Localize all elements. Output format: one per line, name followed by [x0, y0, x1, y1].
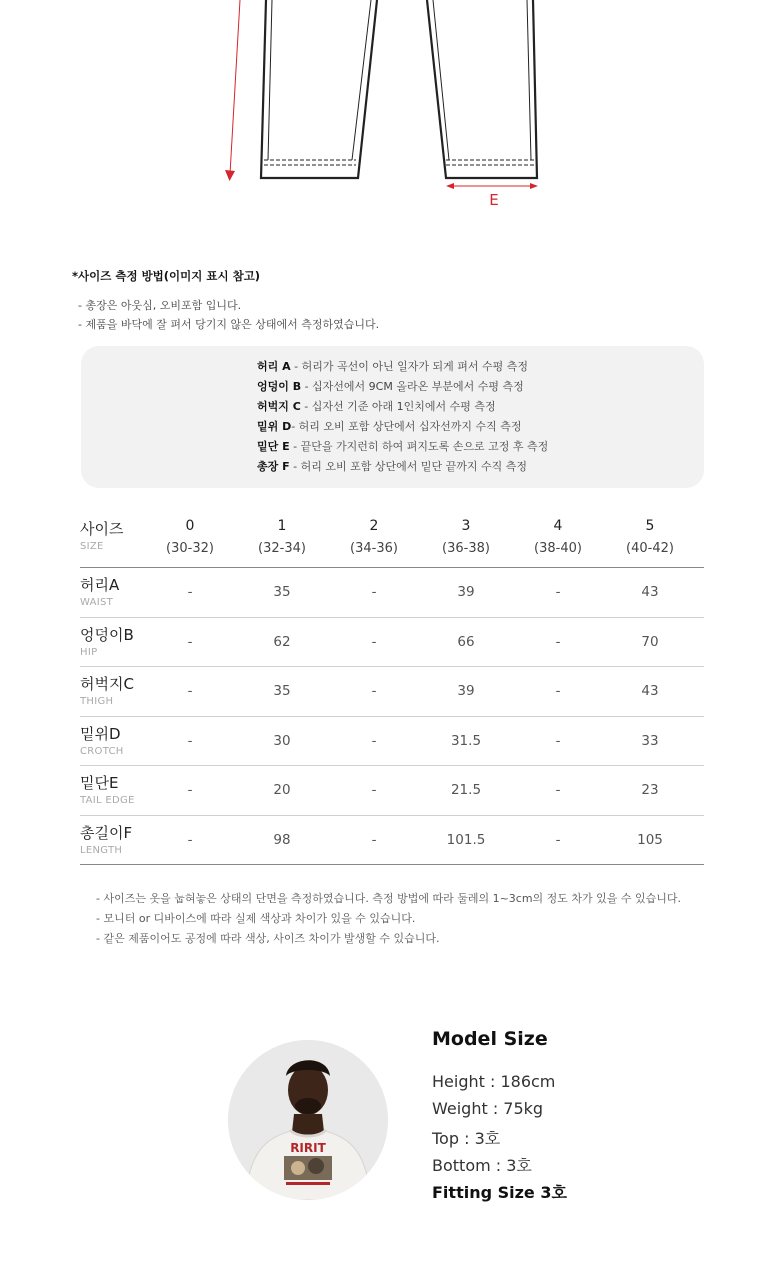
table-cell: 21.5	[450, 782, 482, 798]
table-cell: -	[371, 633, 377, 650]
size-header-en: SIZE	[80, 541, 104, 552]
model-weight: Weight : 75kg	[432, 1099, 544, 1118]
table-cell: 35	[273, 683, 291, 699]
method-name: 총장 F	[257, 460, 290, 473]
table-cell: 30	[273, 732, 291, 749]
table-cell: -	[555, 584, 561, 600]
table-cell: -	[555, 831, 561, 848]
table-cell: 33	[641, 732, 659, 749]
length-arrow-line	[230, 0, 240, 174]
table-cell: 98	[273, 831, 291, 848]
model-size-title: Model Size	[432, 1028, 548, 1050]
size-number: 1	[277, 518, 287, 534]
method-line	[257, 458, 527, 474]
method-desc: - 십자선 기준 아래 1인치에서 수평 측정	[300, 400, 496, 413]
size-column-header	[236, 512, 328, 567]
size-range: (32-34)	[258, 541, 306, 556]
method-line	[257, 398, 496, 414]
size-note: - 같은 제품이어도 공정에 따라 색상, 사이즈 차이가 발생할 수 있습니다.	[96, 932, 440, 945]
model-bottom-size: Bottom : 3호	[432, 1156, 532, 1175]
size-number: 5	[645, 518, 655, 534]
table-cell: 101.5	[446, 831, 486, 848]
row-label	[80, 568, 144, 617]
size-column-header	[512, 512, 604, 567]
model-avatar	[228, 1040, 388, 1200]
size-header-ko: 사이즈	[80, 520, 124, 538]
size-number: 4	[553, 518, 563, 534]
row-label-ko: 허벅지C	[80, 675, 134, 693]
table-cell: 43	[641, 584, 659, 600]
row-label-ko: 허리A	[80, 576, 120, 594]
size-column-header	[328, 512, 420, 567]
size-number: 3	[461, 518, 471, 534]
method-line	[257, 358, 528, 374]
hem-arrow-right-head	[530, 183, 538, 189]
row-label-en: TAIL EDGE	[80, 795, 135, 806]
table-cell: -	[187, 732, 193, 749]
table-cell: 35	[273, 584, 291, 600]
method-desc: - 허리가 곡선이 아닌 일자가 되게 펴서 수평 측정	[290, 360, 528, 373]
method-desc: - 끝단을 가지런히 하여 펴지도록 손으로 고정 후 측정	[289, 440, 549, 453]
table-cell: -	[187, 584, 193, 600]
table-cell: -	[555, 732, 561, 749]
table-cell: -	[555, 683, 561, 699]
row-label	[80, 618, 144, 667]
table-cell: -	[371, 683, 377, 699]
row-label	[80, 667, 144, 716]
row-label	[80, 766, 144, 815]
table-cell: 43	[641, 683, 659, 699]
row-label-en: THIGH	[80, 696, 114, 707]
size-number: 2	[369, 518, 379, 534]
method-line	[257, 378, 524, 394]
table-cell: 31.5	[450, 732, 482, 749]
model-photo	[228, 1040, 388, 1200]
table-cell: -	[187, 831, 193, 848]
right-leg-outline	[427, 0, 537, 178]
table-row-length	[80, 816, 704, 866]
row-label-en: LENGTH	[80, 844, 123, 856]
size-range: (36-38)	[442, 541, 490, 556]
size-table-header	[80, 512, 704, 568]
pants-measurement-diagram	[0, 0, 780, 220]
measure-guide-title: *사이즈 측정 방법(이미지 표시 참고)	[72, 269, 261, 283]
row-label	[80, 816, 144, 865]
table-cell: -	[371, 584, 377, 600]
size-column-header	[144, 512, 236, 567]
model-top-size: Top : 3호	[432, 1129, 501, 1148]
size-range: (34-36)	[350, 541, 398, 556]
row-label-en: WAIST	[80, 597, 114, 608]
size-table	[80, 512, 704, 865]
method-desc: - 허리 오비 포함 상단에서 십자선까지 수직 측정	[291, 420, 522, 433]
method-name: 밑단 E	[257, 440, 290, 453]
size-range: (40-42)	[626, 541, 674, 556]
table-row-thigh	[80, 667, 704, 717]
size-column-header	[420, 512, 512, 567]
guide-note: - 제품을 바닥에 잘 펴서 당기지 않은 상태에서 측정하였습니다.	[78, 318, 380, 331]
size-header-label	[80, 512, 144, 567]
method-line	[257, 418, 522, 434]
table-cell: 39	[457, 683, 475, 699]
shirt-print-text: RIRIT	[290, 1141, 326, 1155]
size-range: (38-40)	[534, 541, 582, 556]
table-cell: 62	[273, 633, 291, 650]
method-name: 밑위 D	[257, 420, 292, 433]
table-row-hip	[80, 618, 704, 668]
table-cell: 39	[457, 584, 475, 600]
row-label-ko: 엉덩이B	[80, 625, 134, 644]
model-fitting-size: Fitting Size 3호	[432, 1183, 567, 1202]
left-leg-outline	[261, 0, 377, 178]
method-name: 허벅지 C	[257, 400, 301, 413]
table-cell: -	[555, 633, 561, 650]
row-label	[80, 717, 144, 766]
table-cell: -	[371, 732, 377, 749]
measure-method-box	[81, 346, 704, 488]
row-label-ko: 밑단E	[80, 774, 119, 792]
method-name: 허리 A	[257, 360, 291, 373]
table-cell: -	[187, 683, 193, 699]
table-row-crotch	[80, 717, 704, 767]
table-cell: 66	[457, 633, 475, 650]
table-row-tail-edge	[80, 766, 704, 816]
method-desc: - 십자선에서 9CM 올라온 부분에서 수평 측정	[301, 380, 524, 393]
method-desc: - 허리 오비 포함 상단에서 밑단 끝까지 수직 측정	[289, 460, 527, 473]
row-label-ko: 총길이F	[80, 823, 133, 842]
hem-arrow-left-head	[446, 183, 454, 189]
size-number: 0	[185, 518, 195, 534]
row-label-en: HIP	[80, 646, 98, 658]
table-cell: 20	[273, 782, 291, 798]
model-height: Height : 186cm	[432, 1072, 556, 1091]
guide-note: - 총장은 아웃심, 오비포함 입니다.	[78, 299, 242, 312]
hem-e-label: E	[489, 191, 499, 209]
size-column-header	[604, 512, 696, 567]
row-label-ko: 밑위D	[80, 724, 121, 743]
row-label-en: CROTCH	[80, 745, 124, 757]
left-leg-inner	[268, 0, 371, 160]
table-cell: -	[371, 782, 377, 798]
method-name: 엉덩이 B	[257, 380, 302, 393]
size-range: (30-32)	[166, 541, 214, 556]
table-cell: -	[555, 782, 561, 798]
table-cell: -	[371, 831, 377, 848]
table-row-waist	[80, 568, 704, 618]
table-cell: 70	[641, 633, 659, 650]
size-note: - 모니터 or 디바이스에 따라 실제 색상과 차이가 있을 수 있습니다.	[96, 912, 416, 925]
table-cell: -	[187, 633, 193, 650]
table-cell: 105	[637, 831, 663, 848]
size-note: - 사이즈는 옷을 눕혀놓은 상태의 단면을 측정하였습니다. 측정 방법에 따라 둘레의 1~3cm의 정도 차가 있을 수 있습니다.	[96, 892, 682, 905]
method-line	[257, 438, 548, 454]
table-cell: 23	[641, 782, 659, 798]
length-arrow-head	[225, 170, 235, 181]
right-leg-inner	[433, 0, 531, 160]
table-cell: -	[187, 782, 193, 798]
